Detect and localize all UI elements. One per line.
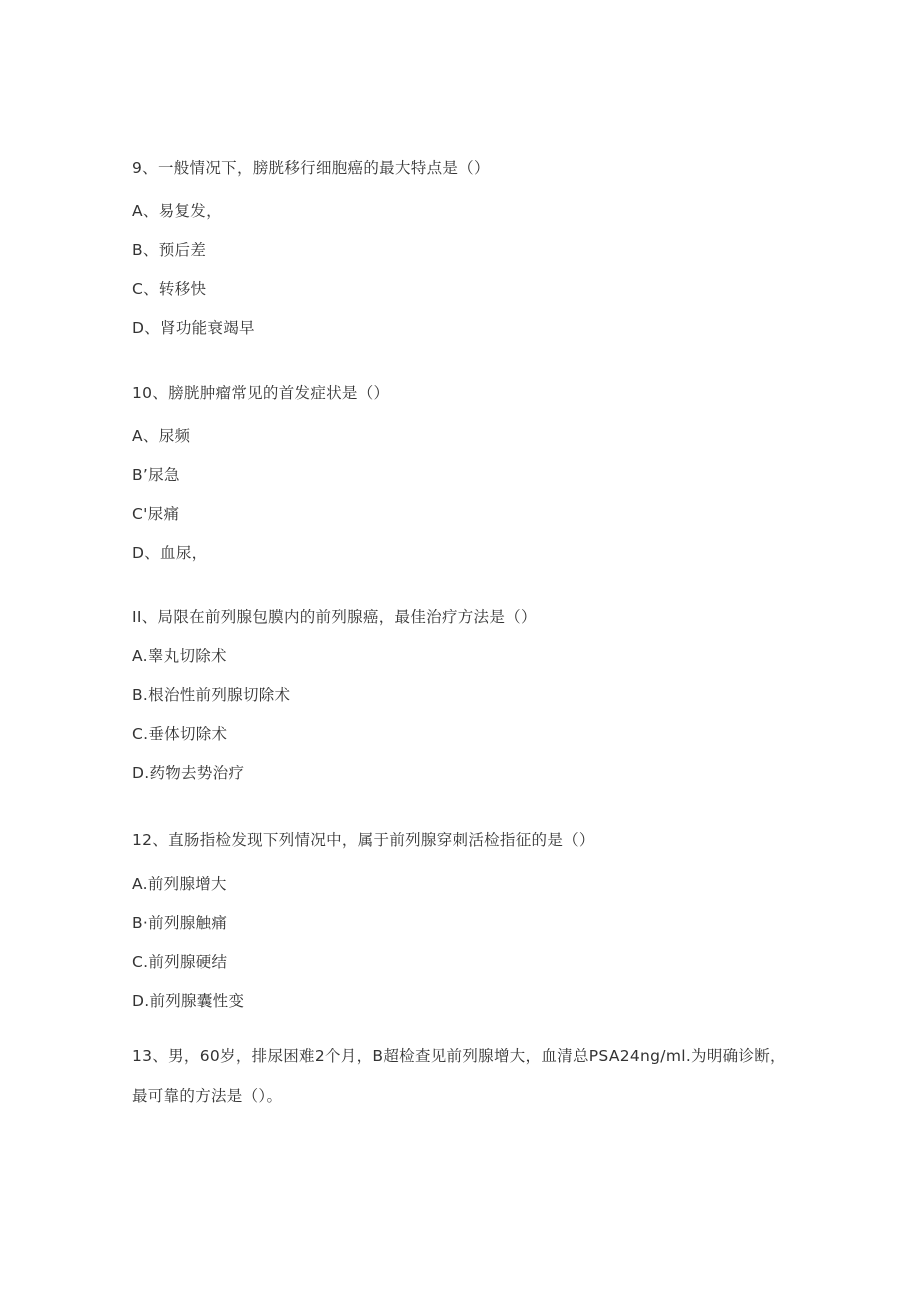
option-c: C、转移快 <box>132 280 207 298</box>
option-b: B.根治性前列腺切除术 <box>132 686 291 704</box>
option-c: C.垂体切除术 <box>132 725 228 743</box>
question-stem: 9、一般情况下，膀胱移行细胞癌的最大特点是（） <box>132 159 490 177</box>
option-d: D.药物去势治疗 <box>132 764 245 782</box>
question-stem: 12、直肠指检发现下列情况中，属于前列腺穿刺活检指征的是（） <box>132 831 595 849</box>
option-a: A、易复发， <box>132 202 222 220</box>
option-b: B’尿急 <box>132 466 180 484</box>
option-a: A.前列腺增大 <box>132 875 227 893</box>
question-stem: 13、男，60岁，排尿困难2个月，B超检查见前列腺增大，血清总PSA24ng/ml.为明确诊断，最可靠的方法是（）。 <box>132 1047 786 1105</box>
option-d: D、肾功能衰竭早 <box>132 319 255 337</box>
option-d: D.前列腺囊性变 <box>132 992 245 1010</box>
question-stem: 10、膀胱肿瘤常见的首发症状是（） <box>132 384 390 402</box>
option-d: D、血尿， <box>132 544 208 562</box>
option-a: A、尿频 <box>132 427 191 445</box>
question-stem: II、局限在前列腺包膜内的前列腺癌，最佳治疗方法是（） <box>132 608 537 626</box>
option-b: B、预后差 <box>132 241 207 259</box>
option-c: C'尿痛 <box>132 505 180 523</box>
option-a: A.睾丸切除术 <box>132 647 227 665</box>
option-b: B·前列腺触痛 <box>132 914 228 932</box>
option-c: C.前列腺硬结 <box>132 953 228 971</box>
